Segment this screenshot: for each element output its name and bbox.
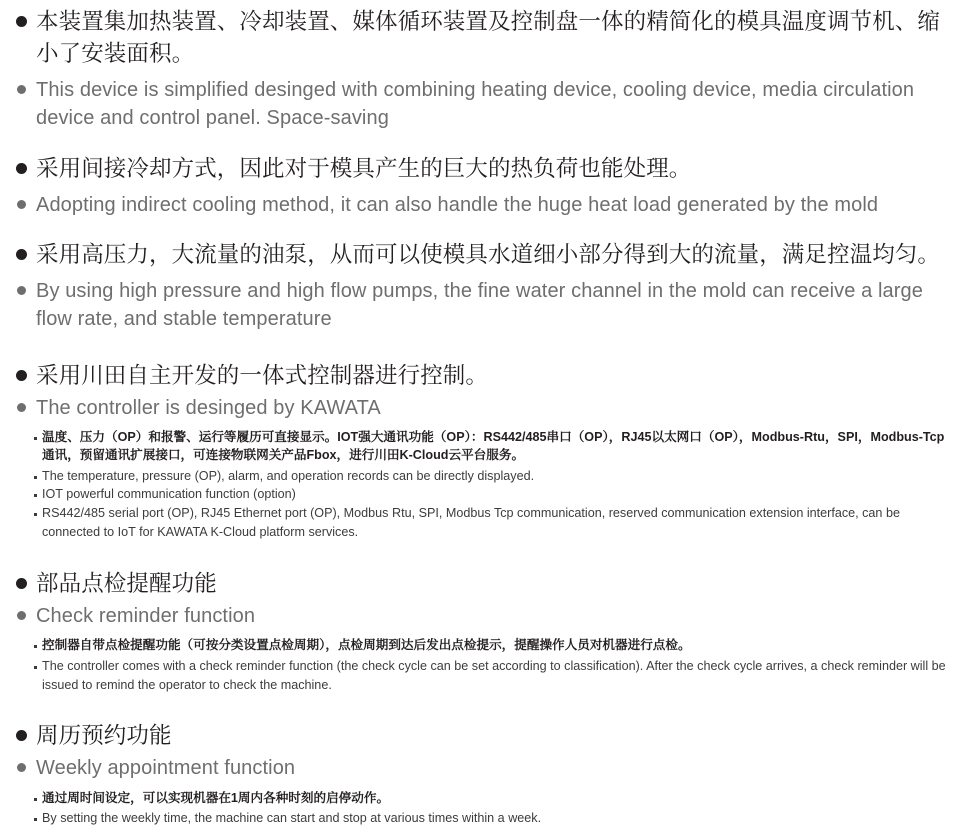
dot-icon bbox=[34, 818, 37, 821]
feature-cn-text: 本装置集加热装置、冷却装置、媒体循环装置及控制盘一体的精简化的模具温度调节机、缩小了安装面积。 bbox=[36, 9, 941, 66]
bullet-icon bbox=[17, 286, 26, 295]
detail-item bbox=[28, 485, 952, 504]
bullet-icon bbox=[16, 578, 27, 589]
bullet-icon bbox=[17, 85, 26, 94]
bullet-icon bbox=[17, 200, 26, 209]
detail-text: The controller comes with a check reminder function (the check cycle can be set according to classification). After the check cycle arrives, a check reminder will be issued to remind the operator to check the machine. bbox=[42, 658, 946, 692]
bullet-icon bbox=[16, 370, 27, 381]
feature-cn-row bbox=[14, 153, 952, 185]
bullet-icon bbox=[16, 16, 27, 27]
dot-icon bbox=[34, 476, 37, 479]
bullet-icon bbox=[17, 403, 26, 412]
detail-item bbox=[28, 504, 952, 542]
feature-cn-row bbox=[14, 239, 952, 271]
detail-item bbox=[28, 809, 952, 828]
feature-block-1 bbox=[14, 6, 952, 133]
feature-block-2 bbox=[14, 153, 952, 219]
dot-icon bbox=[34, 798, 37, 801]
detail-item bbox=[28, 657, 952, 695]
feature-details bbox=[14, 636, 952, 694]
feature-en-text: By using high pressure and high flow pumps, the fine water channel in the mold can receive a large flow rate, and stable temperature bbox=[36, 279, 923, 331]
bullet-icon bbox=[16, 163, 27, 174]
dot-icon bbox=[34, 513, 37, 516]
dot-icon bbox=[34, 666, 37, 669]
feature-en-text: Adopting indirect cooling method, it can also handle the huge heat load generated by the mold bbox=[36, 193, 879, 216]
feature-en-row bbox=[14, 76, 952, 133]
feature-en-text: Check reminder function bbox=[36, 605, 256, 628]
bullet-icon bbox=[17, 611, 26, 620]
feature-cn-text: 采用高压力，大流量的油泵，从而可以使模具水道细小部分得到大的流量，满足控温均匀。 bbox=[36, 241, 941, 267]
feature-en-text: Weekly appointment function bbox=[36, 757, 296, 780]
detail-item bbox=[28, 636, 952, 654]
feature-cn-text: 部品点检提醒功能 bbox=[36, 571, 217, 597]
feature-cn-row bbox=[14, 360, 952, 392]
feature-cn-text: 采用间接冷却方式，因此对于模具产生的巨大的热负荷也能处理。 bbox=[36, 155, 692, 181]
detail-item bbox=[28, 428, 952, 465]
detail-text: 温度、压力（OP）和报警、运行等履历可直接显示。IOT强大通讯功能（OP）：RS442/485串口（OP），RJ45以太网口（OP），Modbus-Rtu，SPI，Modbus-Tcp通讯，预留通讯扩展接口，可连接物联网关产品Fbox，进行川田K-Cloud云平台服务。 bbox=[42, 430, 945, 463]
feature-block-5 bbox=[14, 568, 952, 694]
feature-en-row bbox=[14, 754, 952, 782]
feature-en-row bbox=[14, 191, 952, 219]
detail-text: IOT powerful communication function (option) bbox=[42, 487, 296, 502]
feature-details bbox=[14, 789, 952, 828]
detail-text: By setting the weekly time, the machine can start and stop at various times within a week. bbox=[42, 811, 542, 826]
dot-icon bbox=[34, 645, 37, 648]
feature-details bbox=[14, 428, 952, 542]
detail-text: 控制器自带点检提醒功能（可按分类设置点检周期），点检周期到达后发出点检提示，提醒操作人员对机器进行点检。 bbox=[42, 638, 691, 653]
bullet-icon bbox=[16, 249, 27, 260]
feature-block-3 bbox=[14, 239, 952, 334]
bullet-icon bbox=[16, 730, 27, 741]
dot-icon bbox=[34, 494, 37, 497]
feature-cn-row bbox=[14, 568, 952, 600]
detail-text: RS442/485 serial port (OP), RJ45 Ethernet port (OP), Modbus Rtu, SPI, Modbus Tcp communication, reserved communication extension interface, can be connected to IoT for KAWATA K-Cloud platform services. bbox=[42, 506, 900, 540]
feature-en-text: This device is simplified desinged with combining heating device, cooling device, media circulation device and control panel. Space-saving bbox=[36, 78, 915, 130]
detail-text: 通过周时间设定，可以实现机器在1周内各种时刻的启停动作。 bbox=[42, 790, 390, 805]
feature-cn-text: 采用川田自主开发的一体式控制器进行控制。 bbox=[36, 362, 489, 388]
bullet-icon bbox=[17, 763, 26, 772]
feature-en-row bbox=[14, 602, 952, 630]
detail-item bbox=[28, 789, 952, 807]
feature-block-6 bbox=[14, 720, 952, 827]
feature-cn-row bbox=[14, 6, 952, 70]
feature-en-text: The controller is desinged by KAWATA bbox=[36, 396, 381, 419]
detail-text: The temperature, pressure (OP), alarm, and operation records can be directly displayed. bbox=[42, 468, 535, 483]
detail-item bbox=[28, 467, 952, 486]
feature-en-row bbox=[14, 394, 952, 422]
dot-icon bbox=[34, 437, 37, 440]
feature-cn-text: 周历预约功能 bbox=[36, 723, 172, 749]
feature-cn-row bbox=[14, 720, 952, 752]
feature-block-4 bbox=[14, 360, 952, 542]
feature-en-row bbox=[14, 277, 952, 334]
